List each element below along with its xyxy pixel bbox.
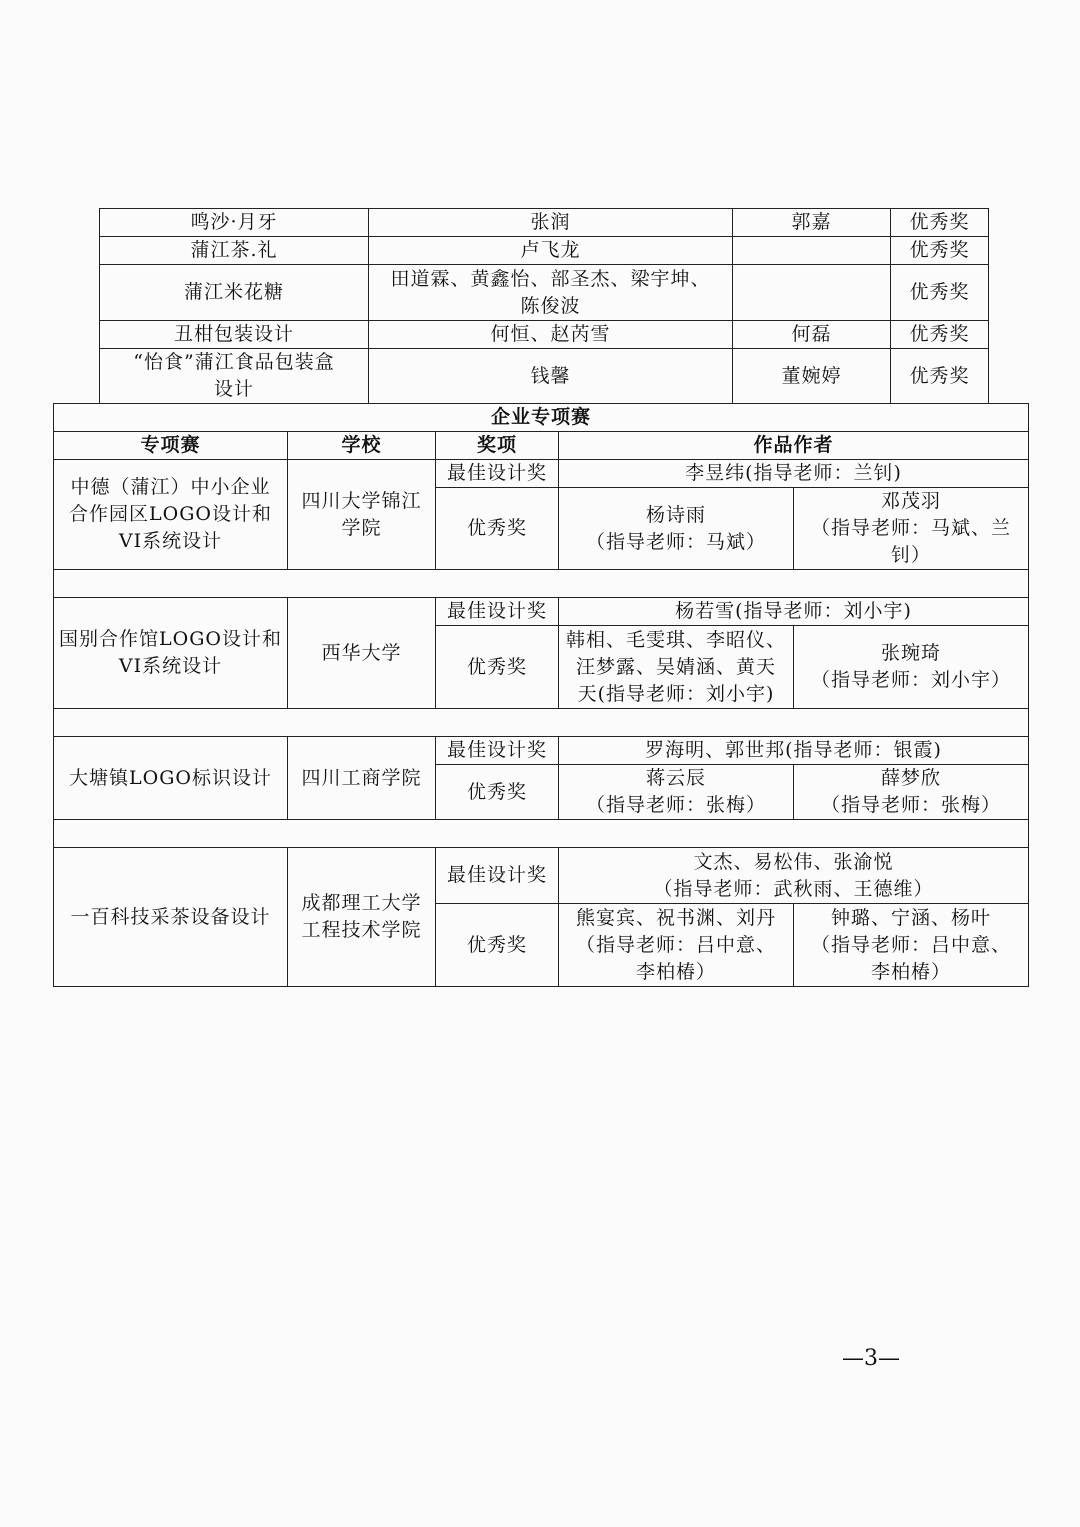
spacer-row (54, 709, 1029, 737)
table-row (100, 349, 989, 404)
text-line: 汪梦露、吴婧涵、黄天 (575, 655, 776, 678)
school-name (288, 460, 436, 570)
excellent-award: 优秀奖 (436, 626, 559, 709)
award-level: 优秀奖 (891, 321, 989, 349)
school-name: 四川工商学院 (288, 737, 436, 820)
text-line: （指导老师：武秋雨、王德维） (653, 877, 934, 900)
work-title (100, 349, 369, 404)
text-line: 学院 (341, 516, 382, 539)
competition-name: 大塘镇LOGO标识设计 (54, 737, 288, 820)
work-title: 丑柑包装设计 (100, 321, 369, 349)
excellent-author-right (794, 488, 1029, 570)
text-line: 文杰、易松伟、张渝悦 (693, 850, 894, 873)
text-line: 天(指导老师：刘小宇) (577, 682, 775, 705)
table-header-row (54, 432, 1029, 460)
best-design-author: 杨若雪(指导老师：刘小宇) (559, 598, 1029, 626)
text-line: 钟璐、宁涵、杨叶 (831, 906, 992, 929)
upper-award-table (99, 208, 989, 404)
table-title: 企业专项赛 (54, 404, 1029, 432)
award-level: 优秀奖 (891, 209, 989, 237)
best-design-award: 最佳设计奖 (436, 598, 559, 626)
advisor-name (733, 237, 891, 265)
best-design-award: 最佳设计奖 (436, 848, 559, 904)
excellent-author-left (559, 765, 794, 820)
work-title: 蒲江米花糖 (100, 265, 369, 321)
text-line: VI系统设计 (118, 655, 223, 677)
table-row (54, 848, 1029, 904)
header-school: 学校 (288, 432, 436, 460)
author-names: 何恒、赵芮雪 (369, 321, 733, 349)
table-row (100, 209, 989, 237)
excellent-author-left (559, 626, 794, 709)
excellent-author-left (559, 904, 794, 987)
text-line: （指导老师：马斌） (585, 530, 766, 553)
text-line: 杨诗雨 (645, 503, 706, 526)
text-line: 薛梦欣 (881, 767, 942, 789)
best-design-author (559, 848, 1029, 904)
competition-name: 一百科技采茶设备设计 (54, 848, 288, 987)
enterprise-award-table (53, 403, 1029, 987)
excellent-award: 优秀奖 (436, 765, 559, 820)
text-line: 国别合作馆LOGO设计和 (59, 628, 282, 650)
best-design-author: 罗海明、郭世邦(指导老师：银霞) (559, 737, 1029, 765)
school-name (288, 848, 436, 987)
advisor-name (733, 265, 891, 321)
award-level: 优秀奖 (891, 349, 989, 404)
spacer-row (54, 820, 1029, 848)
text-line: 李柏椿） (635, 960, 716, 983)
work-title-line: “怡食”蒲江食品包装盒 (133, 351, 335, 373)
advisor-name: 董婉婷 (733, 349, 891, 404)
text-line: 合作园区LOGO设计和 (69, 503, 272, 525)
spacer-row (54, 570, 1029, 598)
work-title: 蒲江茶.礼 (100, 237, 369, 265)
header-competition: 专项赛 (54, 432, 288, 460)
text-line: VI系统设计 (118, 530, 223, 552)
competition-name (54, 598, 288, 709)
best-design-award: 最佳设计奖 (436, 737, 559, 765)
text-line: 熊宴宾、祝书渊、刘丹 (575, 906, 776, 929)
best-design-author: 李昱纬(指导老师：兰钊) (559, 460, 1029, 488)
header-award: 奖项 (436, 432, 559, 460)
work-title-line: 设计 (213, 378, 254, 400)
text-line: （指导老师：张梅） (585, 794, 766, 816)
text-line: 李柏椿） (871, 960, 952, 983)
text-line: 蒋云辰 (645, 767, 706, 789)
text-line: （指导老师：刘小宇） (811, 669, 1012, 691)
text-line: 邓茂羽 (881, 490, 942, 512)
advisor-name: 何磊 (733, 321, 891, 349)
text-line: （指导老师：吕中意、 (575, 933, 776, 956)
excellent-author-right (794, 904, 1029, 987)
excellent-author-left (559, 488, 794, 570)
empty-cell (54, 570, 1029, 598)
empty-cell (54, 709, 1029, 737)
author-names (369, 265, 733, 321)
text-line: 工程技术学院 (301, 919, 422, 941)
text-line: 张琬琦 (881, 642, 942, 664)
advisor-name: 郭嘉 (733, 209, 891, 237)
text-line: 中德（蒲江）中小企业 (70, 476, 271, 498)
excellent-award: 优秀奖 (436, 488, 559, 570)
work-title: 鸣沙·月牙 (100, 209, 369, 237)
table-row (54, 460, 1029, 488)
excellent-author-right (794, 765, 1029, 820)
excellent-award: 优秀奖 (436, 904, 559, 987)
text-line: 韩相、毛雯琪、李昭仪、 (565, 628, 786, 651)
page-number: —3— (842, 1346, 900, 1371)
table-row (100, 237, 989, 265)
table-title-row (54, 404, 1029, 432)
text-line: （指导老师：马斌、兰钊） (811, 517, 1012, 566)
empty-cell (54, 820, 1029, 848)
header-author: 作品作者 (559, 432, 1029, 460)
excellent-author-right (794, 626, 1029, 709)
award-level: 优秀奖 (891, 237, 989, 265)
best-design-award: 最佳设计奖 (436, 460, 559, 488)
text-line: （指导老师：吕中意、 (811, 933, 1012, 956)
text-line: 成都理工大学 (301, 892, 422, 914)
table-row (54, 737, 1029, 765)
table-row (54, 598, 1029, 626)
text-line: （指导老师：张梅） (821, 794, 1002, 816)
text-line: 四川大学锦江 (301, 489, 422, 512)
author-names: 卢飞龙 (369, 237, 733, 265)
award-level: 优秀奖 (891, 265, 989, 321)
author-line: 陈俊波 (520, 294, 581, 317)
author-names: 钱馨 (369, 349, 733, 404)
table-row (100, 321, 989, 349)
author-line: 田道霖、黄鑫怡、部圣杰、梁宇坤、 (390, 267, 711, 290)
table-row (100, 265, 989, 321)
school-name: 西华大学 (288, 598, 436, 709)
author-names: 张润 (369, 209, 733, 237)
competition-name (54, 460, 288, 570)
